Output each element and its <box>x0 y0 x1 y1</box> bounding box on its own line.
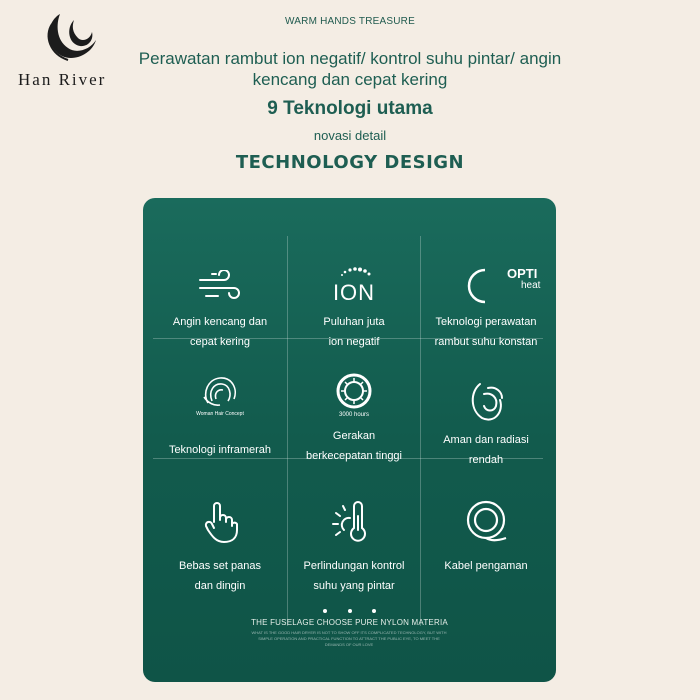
feature-grid <box>153 236 543 626</box>
feature-wind <box>155 248 285 365</box>
woman-hair-text: Woman Hair Concept <box>196 411 244 417</box>
woman-hair-icon <box>198 373 242 409</box>
ion-icon-text: ION <box>332 280 376 305</box>
pagination-dots <box>143 600 556 618</box>
thermometer-sun-icon <box>332 500 376 544</box>
footer-body: WHAT IS THE GOOD HAIR DRYER IS NOT TO SHOW OFF ITS COMPLICATED TECHNOLOGY, BUT WITH SIMPLE OPERATION AND PRACTICAL FUNCTION TO ATTRACT THE PUBLIC EYE, TO MEET THE DEMANDS OF OUR LOVE <box>251 630 447 647</box>
feature-label: Bebas set panas dan dingin <box>179 560 261 592</box>
feature-safety-cable <box>421 486 551 603</box>
feature-low-radiation <box>421 366 551 483</box>
cable-coil-icon <box>462 498 510 544</box>
feature-smart-temperature <box>289 486 419 603</box>
dot <box>372 609 376 613</box>
feature-label: Puluhan juta ion negatif <box>323 316 385 348</box>
main-title: 9 Teknologi utama <box>267 98 433 119</box>
sub-title-small: novasi detail <box>313 128 387 143</box>
feature-label: Perlindungan kontrol suhu yang pintar <box>303 560 405 592</box>
feature-label: Gerakan berkecepatan tinggi <box>305 430 402 462</box>
feature-set-heat <box>155 486 285 603</box>
technology-design-title: TECHNOLOGY DESIGN <box>235 152 465 173</box>
feature-ion <box>289 248 419 365</box>
top-label: WARM HANDS TREASURE <box>285 16 415 27</box>
wind-icon <box>198 270 242 306</box>
feature-label: Angin kencang dan cepat kering <box>172 316 268 348</box>
feature-label: Teknologi inframerah <box>168 444 272 456</box>
feature-motor <box>289 366 419 483</box>
feature-panel <box>143 198 556 682</box>
brand-name: Han River <box>18 70 107 89</box>
heat-text: heat <box>521 280 541 291</box>
feature-infrared <box>155 366 285 483</box>
feature-label: Kabel pengaman <box>444 560 528 572</box>
footer-title: THE FUSELAGE CHOOSE PURE NYLON MATERIA <box>251 618 448 627</box>
shield-hand-icon <box>466 380 506 424</box>
dot <box>348 609 352 613</box>
feature-label: Aman dan radiasi rendah <box>443 434 529 466</box>
motor-hours-text: 3000 hours <box>338 412 370 418</box>
dot <box>323 609 327 613</box>
touch-hand-icon <box>200 500 240 544</box>
feature-label: Teknologi perawatan rambut suhu konstan <box>434 316 538 348</box>
opti-heat-icon <box>463 266 509 306</box>
headline: Perawatan rambut ion negatif/ kontrol suhu pintar/ angin kencang dan cepat kering <box>138 49 562 89</box>
feature-opti-heat <box>421 248 551 365</box>
motor-icon <box>335 372 373 410</box>
opti-text: OPTI <box>507 266 538 281</box>
